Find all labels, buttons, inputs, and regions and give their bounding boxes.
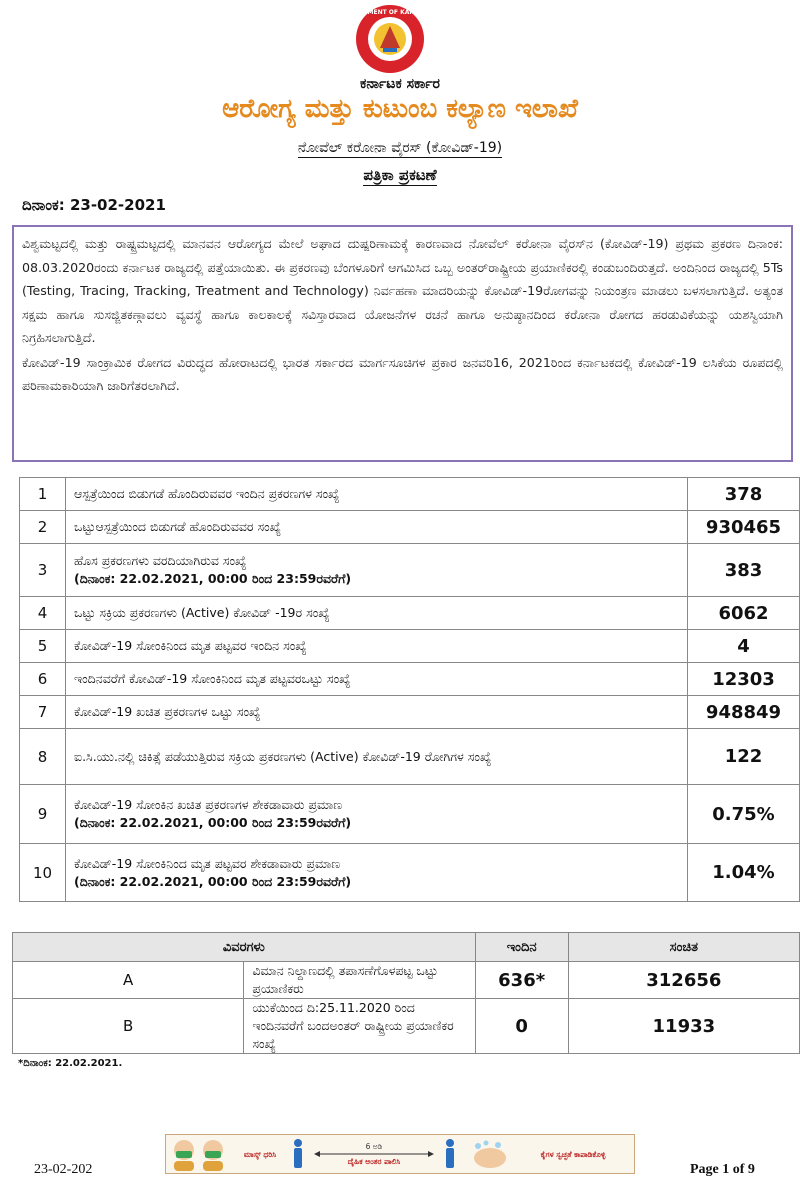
row-value: 1.04% — [688, 844, 800, 902]
row-date-range: (ದಿನಾಂಕ: 22.02.2021, 00:00 ರಿಂದ 23:59ರವರೆಗೆ) — [74, 873, 352, 889]
intro-paragraph-1: ವಿಶ್ವಮಟ್ಟದಲ್ಲಿ ಮತ್ತು ರಾಷ್ಟ್ರಮಟ್ಟದಲ್ಲಿ ಮಾನವನ ಆರೋಗ್ಯದ ಮೇಲೆ ಅಘಾದ ದುಷ್ಪರಿಣಾಮಕ್ಕೆ ಕಾರಣವಾದ ನೋವೆಲ್ ಕರೋನಾ ವೈರಸ್‌ನ (ಕೋವಿಡ್-19) ಪ್ರಥಮ ಪ್ರಕರಣ ದಿನಾಂಕ: 08.03.2020ರಂದು ಕರ್ನಾಟಕ ರಾಜ್ಯದಲ್ಲಿ ಪತ್ತೆಯಾಯಿತು. ಈ ಪ್ರಕರಣವು ಬೆಂಗಳೂರಿಗೆ ಆಗಮಿಸಿದ ಒಬ್ಬ ಅಂತರ್‌ರಾಷ್ಟ್ರೀಯ ಪ್ರಯಾಣಿಕರಲ್ಲಿ ಕಂಡುಬಂದಿರುತ್ತದೆ. ಅಂದಿನಿಂದ ರಾಜ್ಯದಲ್ಲಿ 5Ts (Testing, Tracing, Tracking, Treatment and Technology) ನಿರ್ವಹಣಾ ಮಾದರಿಯನ್ನು ಕೋವಿಡ್-19ರೋಗವನ್ನು ನಿಯಂತ್ರಣ ಮಾಡಲು ಬಳಸಲಾಗುತ್ತಿದೆ. ಅತ್ಯಂತ ಸಕ್ಷಮ ಹಾಗೂ ಸುಸಜ್ಜಿತಕಣ್ಗಾವಲು ವ್ಯವಸ್ಥೆ ಹಾಗೂ ಕಾಲಕಾಲಕ್ಕೆ ಸವಿಸ್ತಾರವಾದ ಯೋಜನೆಗಳ ರಚನೆ ಹಾಗೂ ಅನುಷ್ಠಾನದಿಂದ ಕರೋನಾ ರೋಗದ ಹರಡುವಿಕೆಯನ್ನು ಯಶಸ್ವಿಯಾಗಿ ನಿಗ್ರಹಿಸಲಾಗುತ್ತಿದೆ. — [22, 236, 783, 345]
table-row — [13, 999, 800, 1054]
row-description: ಕೋವಿಡ್-19 ಸೋಂಕಿನಿಂದ ಮೃತ ಪಟ್ಟವರ ಇಂದಿನ ಸಂಖ್ಯೆ — [66, 630, 688, 663]
row-cumulative: 312656 — [568, 962, 799, 999]
mask-icon — [169, 1137, 231, 1171]
row-label: A — [13, 962, 244, 999]
row-number: 4 — [20, 597, 66, 630]
table-row — [20, 544, 800, 597]
row-description-text: ಹೊಸ ಪ್ರಕರಣಗಳು ವರದಿಯಾಗಿರುವ ಸಂಖ್ಯೆ — [74, 553, 247, 568]
row-description: ಐ.ಸಿ.ಯು.ನಲ್ಲಿ ಚಿಕಿತ್ಸೆ ಪಡೆಯುತ್ತಿರುವ ಸಕ್ರಿಯ ಪ್ರಕರಣಗಳು (Active) ಕೋವಿಡ್-19 ರೋಗಿಗಳ ಸಂಖ್ಯೆ — [66, 729, 688, 785]
footer-date: 23-02-202 — [34, 1162, 93, 1177]
mask-figures — [166, 1135, 234, 1173]
table-row — [13, 962, 800, 999]
row-value: 6062 — [688, 597, 800, 630]
row-number: 3 — [20, 544, 66, 597]
table-row — [20, 663, 800, 696]
row-number: 1 — [20, 478, 66, 511]
distance-value: 6 ಅಡಿ — [365, 1142, 383, 1151]
row-date-range: (ದಿನಾಂಕ: 22.02.2021, 00:00 ರಿಂದ 23:59ರವರೆಗೆ) — [74, 815, 352, 830]
department-title: ಆರೋಗ್ಯ ಮತ್ತು ಕುಟುಂಬ ಕಲ್ಯಾಣ ಇಲಾಖೆ — [222, 94, 578, 124]
row-description — [66, 544, 688, 597]
mask-text: ಮಾಸ್ಕ್ ಧರಿಸಿ — [243, 1149, 277, 1159]
row-number: 9 — [20, 785, 66, 844]
intro-paragraph-2: ಕೋವಿಡ್-19 ಸಾಂಕ್ರಾಮಿಕ ರೋಗದ ವಿರುದ್ಧದ ಹೋರಾಟದಲ್ಲಿ ಭಾರತ ಸರ್ಕಾರದ ಮಾರ್ಗಸೂಚಿಗಳ ಪ್ರಕಾರ ಜನವರಿ16, 2021ರಿಂದ ಕರ್ನಾಟಕದಲ್ಲಿ ಕೋವಿಡ್-19 ಲಸಿಕೆಯ ರೂಪದಲ್ಲಿ ಪರಿಣಾಮಕಾರಿಯಾಗಿ ಜಾರಿಗೆತರಲಾಗಿದೆ. — [22, 354, 783, 393]
table-row — [20, 729, 800, 785]
table-row — [20, 785, 800, 844]
row-today: 0 — [475, 999, 568, 1054]
page-number: Page 1 of 9 — [690, 1162, 755, 1177]
row-description — [66, 844, 688, 902]
row-value: 383 — [688, 544, 800, 597]
row-number: 7 — [20, 696, 66, 729]
person-icon — [438, 1135, 462, 1173]
header-cumulative: ಸಂಚಿತ — [568, 933, 799, 962]
travellers-table — [12, 932, 800, 1054]
table-row — [20, 844, 800, 902]
row-today: 636* — [475, 962, 568, 999]
table-header-row — [13, 933, 800, 962]
row-description-text: ಕೋವಿಡ್-19 ಸೋಂಕಿನ ಖಚಿತ ಪ್ರಕರಣಗಳ ಶೇಕಡಾವಾರು ಪ್ರಮಾಣ — [74, 797, 343, 812]
row-date-range: (ದಿನಾಂಕ: 22.02.2021, 00:00 ರಿಂದ 23:59ರವರೆಗೆ) — [74, 571, 352, 586]
covid-stats-table — [19, 477, 800, 902]
table-row — [20, 478, 800, 511]
row-number: 10 — [20, 844, 66, 902]
subtitle-text: ನೋವೆಲ್ ಕರೋನಾ ವೈರಸ್ (ಕೋವಿಡ್-19) — [297, 140, 503, 156]
row-description: ಒಟ್ಟು ಸಕ್ರಿಯ ಪ್ರಕರಣಗಳು (Active) ಕೋವಿಡ್ -19ರ ಸಂಖ್ಯೆ — [66, 597, 688, 630]
table-row — [20, 511, 800, 544]
row-value: 12303 — [688, 663, 800, 696]
row-value: 930465 — [688, 511, 800, 544]
header-today: ಇಂದಿನ — [475, 933, 568, 962]
row-number: 6 — [20, 663, 66, 696]
row-cumulative: 11933 — [568, 999, 799, 1054]
table-row — [20, 630, 800, 663]
row-description: ಯುಕೆಯಿಂದ ದಿ:25.11.2020 ರಿಂದ ಇಂದಿನವರೆಗೆ ಬಂದಅಂತರ್ ರಾಷ್ಟ್ರೀಯ ಪ್ರಯಾಣಿಕರ ಸಂಖ್ಯೆ — [244, 999, 475, 1054]
handwash-text: ಕೈಗಳ ಸ್ವಚ್ಛತೆ ಕಾಪಾಡಿಕೊಳ್ಳಿ — [540, 1149, 606, 1159]
row-description: ಇಂದಿನವರೆಗೆ ಕೋವಿಡ್-19 ಸೋಂಕಿನಿಂದ ಮೃತ ಪಟ್ಟವರಒಟ್ಟು ಸಂಖ್ಯೆ — [66, 663, 688, 696]
row-value: 0.75% — [688, 785, 800, 844]
row-value: 122 — [688, 729, 800, 785]
person-icon — [286, 1135, 310, 1173]
row-description: ಒಟ್ಟುಆಸ್ಪತ್ರೆಯಿಂದ ಬಿಡುಗಡೆ ಹೊಂದಿರುವವರ ಸಂಖ್ಯೆ — [66, 511, 688, 544]
distance-indicator — [310, 1135, 438, 1173]
press-release-text: ಪತ್ರಿಕಾ ಪ್ರಕಟಣೆ — [363, 166, 437, 184]
release-date: ದಿನಾಂಕ: 23-02-2021 — [22, 196, 166, 214]
row-value: 948849 — [688, 696, 800, 729]
row-description — [66, 785, 688, 844]
handwash-icon — [462, 1135, 518, 1173]
subtitle — [0, 140, 800, 156]
press-release-heading — [0, 166, 800, 184]
row-value: 4 — [688, 630, 800, 663]
row-description: ಕೋವಿಡ್-19 ಖಚಿತ ಪ್ರಕರಣಗಳ ಒಟ್ಟು ಸಂಖ್ಯೆ — [66, 696, 688, 729]
government-name: ಕರ್ನಾಟಕ ಸರ್ಕಾರ — [360, 76, 440, 92]
footnote: *ದಿನಾಂಕ: 22.02.2021. — [18, 1058, 123, 1069]
distance-text: ದೈಹಿಕ ಅಂತರ ಪಾಲಿಸಿ — [347, 1157, 401, 1166]
row-number: 2 — [20, 511, 66, 544]
row-number: 8 — [20, 729, 66, 785]
intro-box — [12, 225, 793, 462]
government-seal-logo — [339, 4, 441, 74]
header-details: ವಿವರಗಳು — [13, 933, 476, 962]
row-value: 378 — [688, 478, 800, 511]
row-description: ಆಸ್ಪತ್ರೆಯಿಂದ ಬಿಡುಗಡೆ ಹೊಂದಿರುವವರ ಇಂದಿನ ಪ್ರಕರಣಗಳ ಸಂಖ್ಯೆ — [66, 478, 688, 511]
table-row — [20, 597, 800, 630]
row-label: B — [13, 999, 244, 1054]
row-description: ವಿಮಾನ ನಿಲ್ದಾಣದಲ್ಲಿ ತಪಾಸಣೆಗೊಳಪಟ್ಟ ಒಟ್ಟು ಪ್ರಯಾಣಿಕರು — [244, 962, 475, 999]
row-description-text: ಕೋವಿಡ್-19 ಸೋಂಕಿನಿಂದ ಮೃತ ಪಟ್ಟವರ ಶೇಕಡಾವಾರು ಪ್ರಮಾಣ — [74, 855, 341, 871]
seal-ring-text: GOVERNMENT OF KARNATAKA — [339, 9, 441, 16]
table-row — [20, 696, 800, 729]
safety-banner — [165, 1134, 635, 1174]
row-number: 5 — [20, 630, 66, 663]
